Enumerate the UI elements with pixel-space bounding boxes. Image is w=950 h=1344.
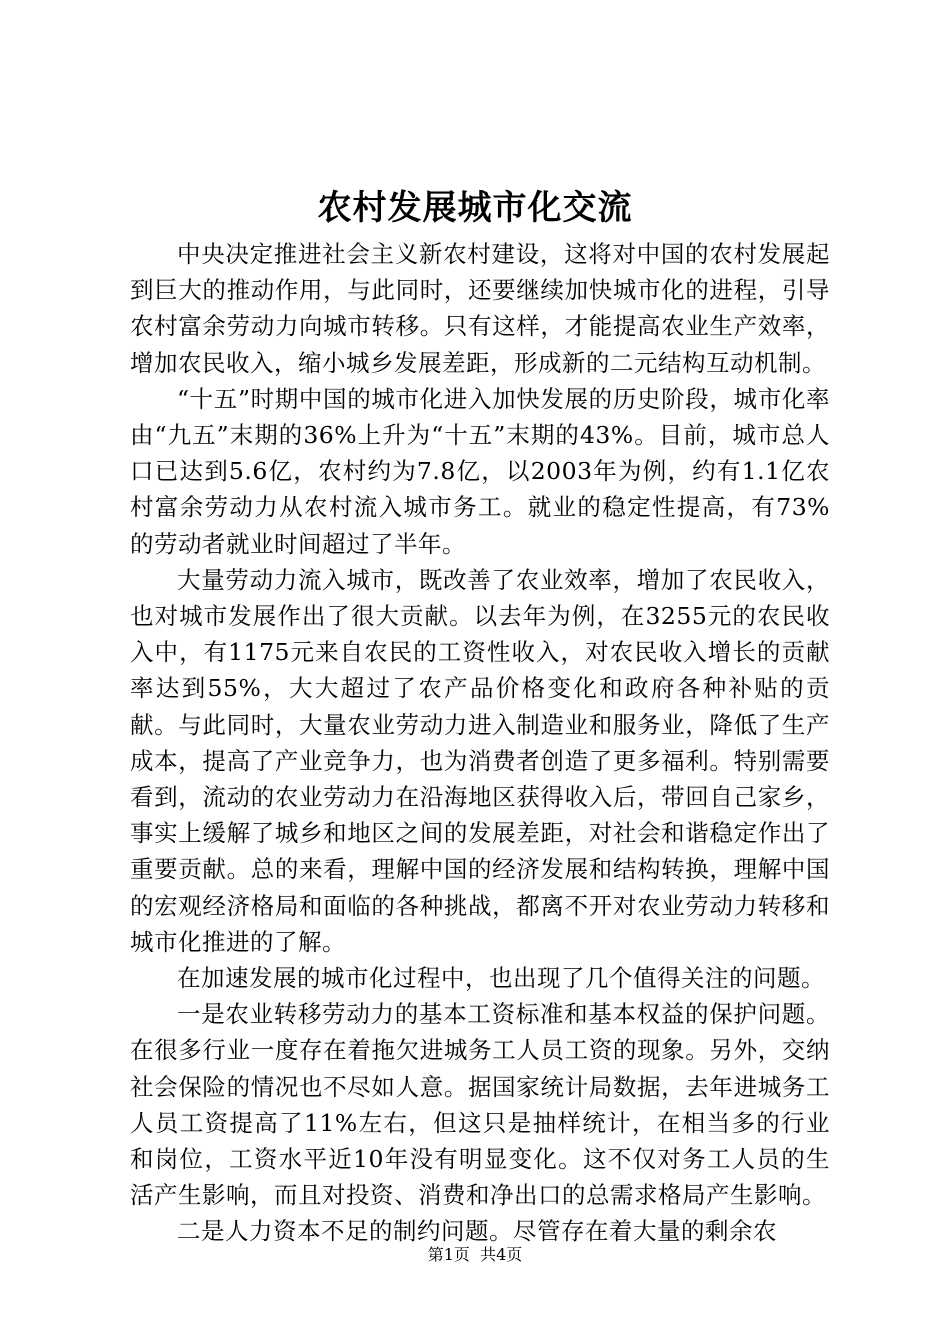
document-body xyxy=(130,236,830,1250)
paragraph: “十五”时期中国的城市化进入加快发展的历史阶段，城市化率由“九五”末期的36%上升为“十五”末期的43%。目前，城市总人口已达到5.6亿，农村约为7.8亿，以2003年为例，约有1.1亿农村富余劳动力从农村流入城市务工。就业的稳定性提高，有73%的劳动者就业时间超过了半年。 xyxy=(130,384,830,558)
paragraph: 大量劳动力流入城市，既改善了农业效率，增加了农民收入，也对城市发展作出了很大贡献。以去年为例，在3255元的农民收入中，有1175元来自农民的工资性收入，对农民收入增长的贡献率达到55%，大大超过了农产品价格变化和政府各种补贴的贡献。与此同时，大量农业劳动力进入制造业和服务业，降低了生产成本，提高了产业竞争力，也为消费者创造了更多福利。特别需要看到，流动的农业劳动力在沿海地区获得收入后，带回自己家乡，事实上缓解了城乡和地区之间的发展差距，对社会和谐稳定作出了重要贡献。总的来看，理解中国的经济发展和结构转换，理解中国的宏观经济格局和面临的各种挑战，都离不开对农业劳动力转移和城市化推进的了解。 xyxy=(130,565,830,956)
document-title: 农村发展城市化交流 xyxy=(317,188,633,228)
paragraph: 中央决定推进社会主义新农村建设，这将对中国的农村发展起到巨大的推动作用，与此同时，还要继续加快城市化的进程，引导农村富余劳动力向城市转移。只有这样，才能提高农业生产效率，增加农民收入，缩小城乡发展差距，形成新的二元结构互动机制。 xyxy=(130,240,830,377)
paragraph: 在加速发展的城市化过程中，也出现了几个值得关注的问题。 xyxy=(177,964,825,993)
paragraph: 二是人力资本不足的制约问题。尽管存在着大量的剩余农 xyxy=(177,1217,777,1246)
paragraph: 一是农业转移劳动力的基本工资标准和基本权益的保护问题。在很多行业一度存在着拖欠进城务工人员工资的现象。另外，交纳社会保险的情况也不尽如人意。据国家统计局数据，去年进城务工人员工资提高了11%左右，但这只是抽样统计，在相当多的行业和岗位，工资水平近10年没有明显变化。这不仅对务工人员的生活产生影响，而且对投资、消费和净出口的总需求格局产生影响。 xyxy=(130,1000,830,1210)
page-footer: 第1页 共4页 xyxy=(427,1245,523,1264)
